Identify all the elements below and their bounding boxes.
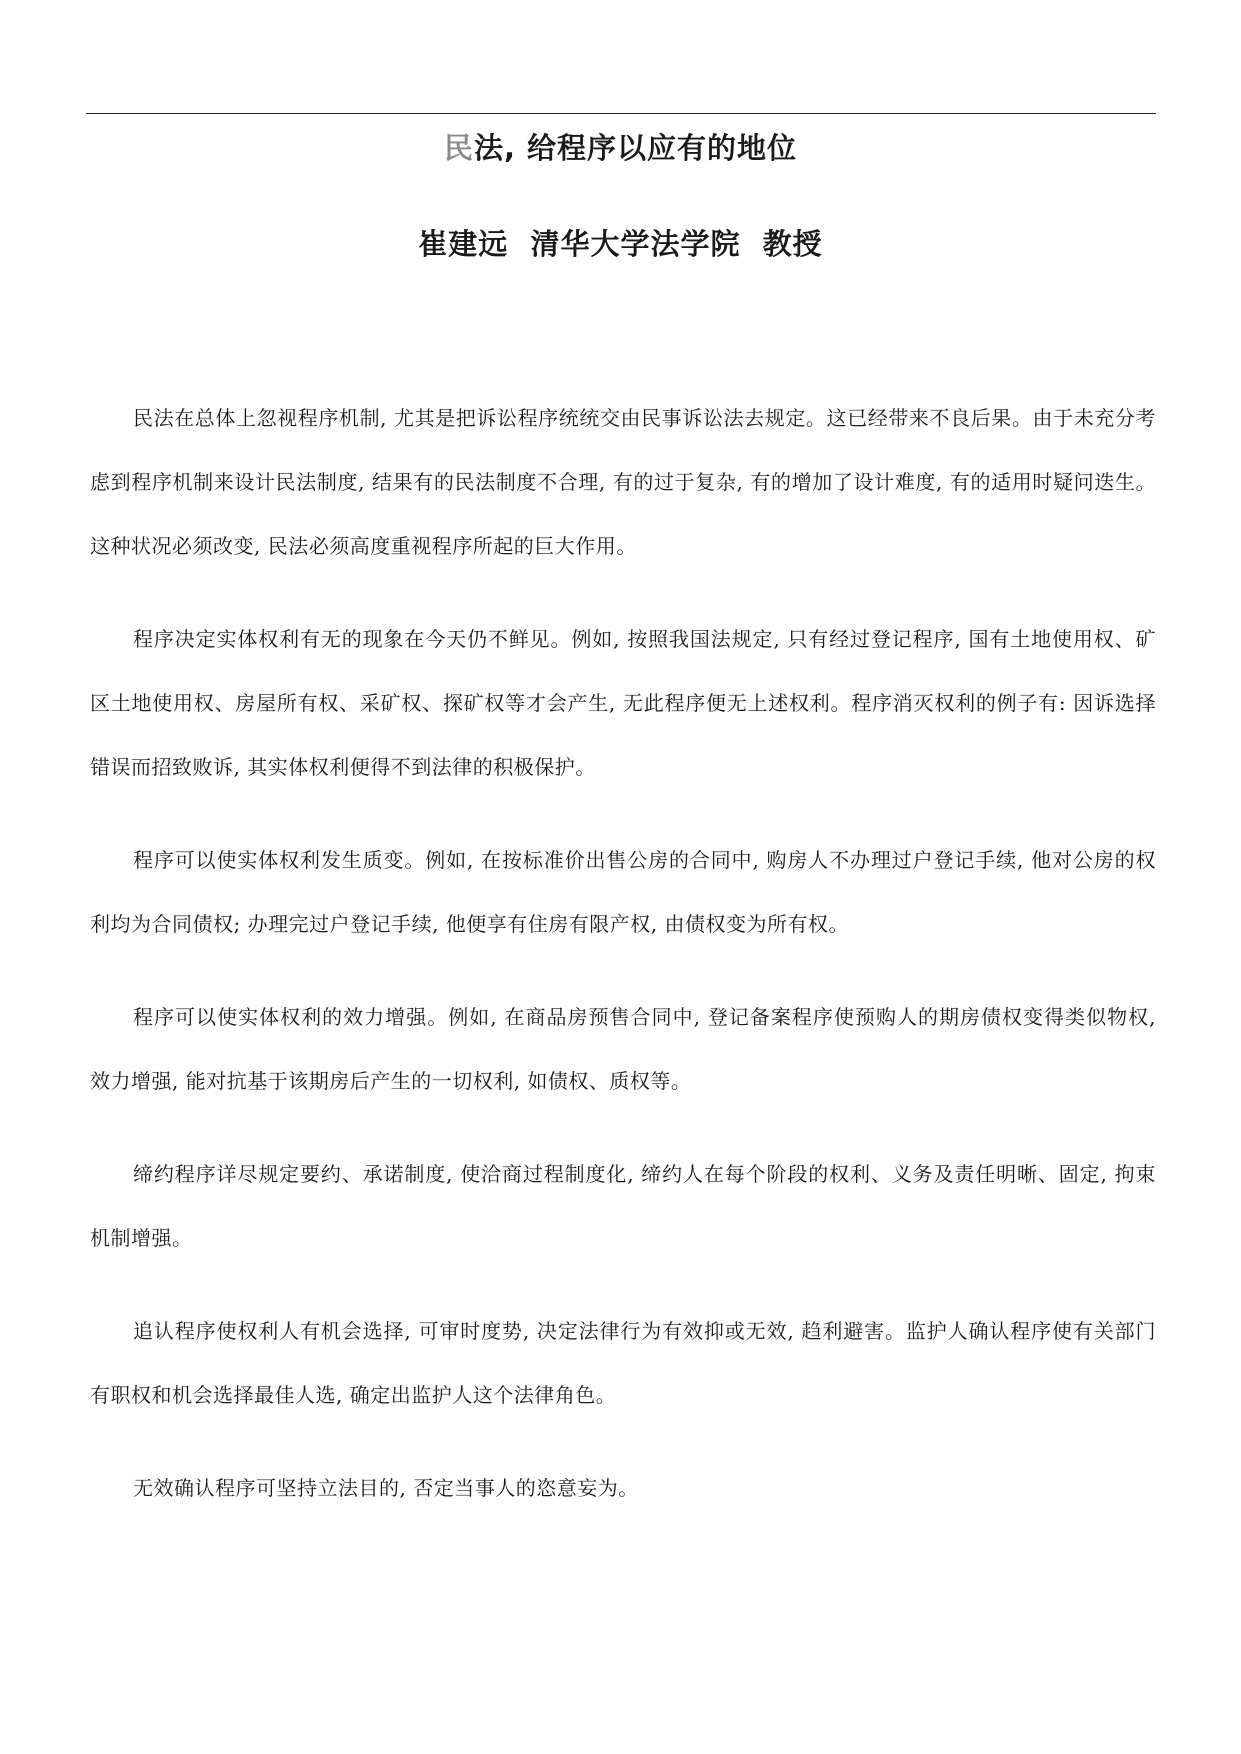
title-text: 法, 给程序以应有的地位 [473,131,798,165]
paragraph: 程序可以使实体权利的效力增强。例如, 在商品房预售合同中, 登记备案程序使预购人的期房债权变得类似物权, 效力增强, 能对抗基于该期房后产生的一切权利, 如债权、质权等。 [90,1005,1156,1093]
paragraph: 民法在总体上忽视程序机制, 尤其是把诉讼程序统统交由民事诉讼法去规定。这已经带来不良后果。由于未充分考虑到程序机制来设计民法制度, 结果有的民法制度不合理, 有的过于复杂, 有的增加了设计难度, 有的适用时疑问迭生。这种状况必须改变, 民法必须高度重视程序所起的巨大作用。 [90,406,1156,558]
paragraph: 无效确认程序可坚持立法目的, 否定当事人的恣意妄为。 [133,1476,639,1500]
paragraph: 程序决定实体权利有无的现象在今天仍不鲜见。例如, 按照我国法规定, 只有经过登记程序, 国有土地使用权、矿区土地使用权、房屋所有权、采矿权、探矿权等才会产生, 无此程序便无上述权利。程序消灭权利的例子有: 因诉选择错误而招致败诉, 其实体权利便得不到法律的积极保护。 [90,627,1156,779]
document-body [90,386,1156,1549]
document-title [0,126,1241,170]
paragraph: 程序可以使实体权利发生质变。例如, 在按标准价出售公房的合同中, 购房人不办理过户登记手续, 他对公房的权利均为合同债权; 办理完过户登记手续, 他便享有住房有限产权, 由债权变为所有权。 [90,848,1156,936]
paragraph: 缔约程序详尽规定要约、承诺制度, 使洽商过程制度化, 缔约人在每个阶段的权利、义务及责任明晰、固定, 拘束机制增强。 [90,1162,1156,1250]
header-rule [86,113,1156,114]
paragraph: 追认程序使权利人有机会选择, 可审时度势, 决定法律行为有效抑或无效, 趋利避害。监护人确认程序使有关部门有职权和机会选择最佳人选, 确定出监护人这个法律角色。 [90,1319,1156,1407]
author-line: 崔建远 清华大学法学院 教授 [418,227,823,261]
title-first-char: 民 [443,131,474,165]
